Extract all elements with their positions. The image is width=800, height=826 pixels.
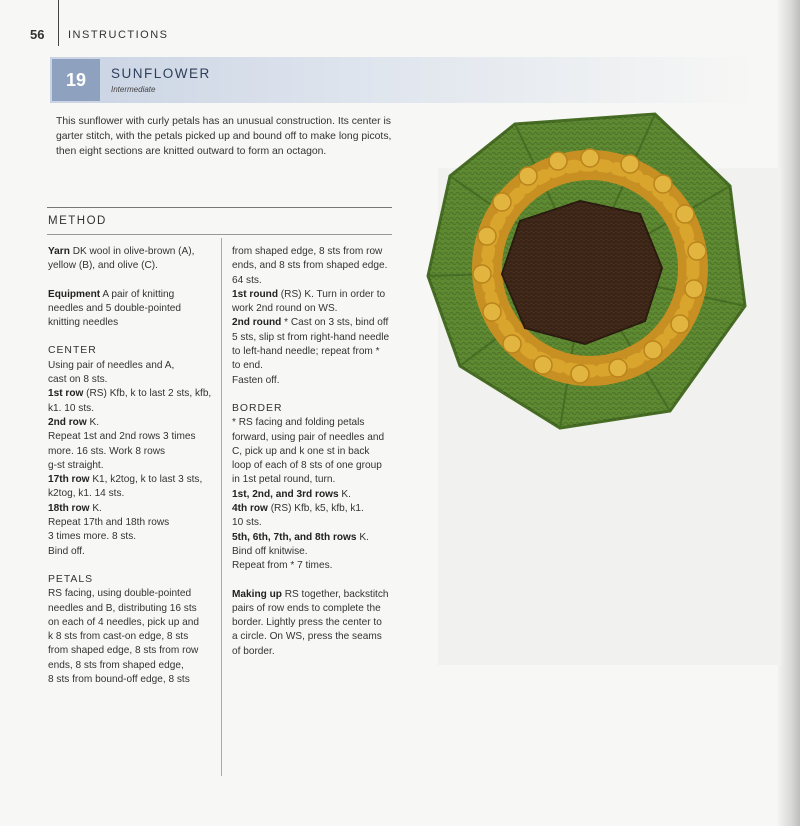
petals-line: Fasten off. — [232, 374, 280, 386]
intro-line: then eight sections are knitted outward to form an octagon. — [56, 146, 327, 157]
border-rows-5-8: 5th, 6th, 7th, and 8th rows K. — [232, 531, 369, 543]
equipment-line: knitting needles — [48, 317, 119, 329]
center-line: k2tog, k1. 14 sts. — [48, 488, 125, 500]
instructions-column-right — [232, 245, 392, 659]
center-line: Using pair of needles and A, — [48, 359, 175, 371]
section-title: INSTRUCTIONS — [68, 29, 169, 41]
petals-line: k 8 sts from cast-on edge, 8 sts — [48, 631, 189, 643]
equipment-line: Equipment A pair of knitting — [48, 288, 175, 300]
center-row-18: 18th row K. — [48, 502, 102, 514]
method-heading: METHOD — [48, 215, 107, 227]
petals-line: on each of 4 needles, pick up and — [48, 616, 199, 628]
pattern-number-badge: 19 — [52, 59, 100, 101]
center-heading: CENTER — [48, 345, 97, 357]
intro-line: garter stitch, with the petals picked up and bound off to make long picots, — [56, 131, 392, 142]
center-line: Repeat 17th and 18th rows — [48, 517, 170, 529]
border-line: C, pick up and k one st in back — [232, 445, 370, 457]
equipment-line: needles and 5 double-pointed — [48, 302, 182, 314]
page-number: 56 — [30, 27, 45, 42]
center-line: Repeat 1st and 2nd rows 3 times — [48, 431, 196, 443]
page-edge — [778, 0, 800, 826]
border-line: in 1st petal round, turn. — [232, 474, 336, 486]
border-line: Bind off knitwise. — [232, 545, 308, 557]
border-line: forward, using pair of needles and — [232, 431, 385, 443]
petals-line: from shaped edge, 8 sts from row — [232, 246, 383, 257]
header-divider — [58, 0, 59, 46]
border-row-4: 4th row (RS) Kfb, k5, kfb, k1. — [232, 503, 364, 515]
petals-line: needles and B, distributing 16 sts — [48, 602, 197, 614]
method-rule — [47, 207, 392, 208]
yarn-line: yellow (B), and olive (C). — [48, 260, 158, 272]
petals-round-1: 1st round (RS) K. Turn in order to — [232, 288, 386, 300]
making-up-line: a circle. On WS, press the seams — [232, 631, 382, 643]
border-line: loop of each of 8 sts of one group — [232, 460, 382, 472]
petals-line: RS facing, using double-pointed — [48, 588, 192, 600]
column-divider — [221, 238, 222, 776]
center-line: g-st straight. — [48, 459, 104, 471]
intro-paragraph — [56, 114, 396, 159]
yarn-label: Yarn — [48, 246, 70, 257]
center-row-1: 1st row (RS) Kfb, k to last 2 sts, kfb, — [48, 388, 212, 400]
making-up-line: pairs of row ends to complete the — [232, 602, 381, 614]
petals-line: 64 sts. — [232, 274, 262, 286]
petals-line: to end. — [232, 360, 263, 372]
method-rule — [47, 234, 392, 235]
yarn-line: Yarn DK wool in olive-brown (A), — [48, 246, 195, 257]
intro-line: This sunflower with curly petals has an unusual construction. Its center is — [56, 116, 391, 127]
instructions-column-left — [48, 245, 218, 687]
border-line: * RS facing and folding petals — [232, 417, 365, 429]
petals-heading: PETALS — [48, 573, 94, 585]
difficulty-level: Intermediate — [111, 85, 156, 94]
center-line: Bind off. — [48, 545, 85, 557]
border-heading: BORDER — [232, 402, 283, 414]
petals-line: 5 sts, slip st from right-hand needle — [232, 331, 390, 343]
petals-line: work 2nd round on WS. — [232, 303, 338, 315]
center-line: k1. 10 sts. — [48, 402, 95, 414]
petals-line: to left-hand needle; repeat from * — [232, 346, 380, 358]
sunflower-square-photo — [420, 106, 750, 436]
center-line: more. 16 sts. Work 8 rows — [48, 445, 166, 457]
center-line: 3 times more. 8 sts. — [48, 531, 137, 543]
border-rows-1-3: 1st, 2nd, and 3rd rows K. — [232, 488, 351, 500]
petals-line: ends, 8 sts from shaped edge, — [48, 659, 184, 671]
border-line: 10 sts. — [232, 517, 262, 529]
equipment-label: Equipment — [48, 288, 101, 300]
petals-round-2: 2nd round * Cast on 3 sts, bind off — [232, 317, 389, 329]
making-up-line: Making up RS together, backstitch — [232, 588, 389, 600]
border-line: Repeat from * 7 times. — [232, 560, 333, 572]
center-line: cast on 8 sts. — [48, 374, 108, 386]
center-row-17: 17th row K1, k2tog, k to last 3 sts, — [48, 474, 203, 486]
center-row-2: 2nd row K. — [48, 416, 100, 428]
making-up-line: border. Lightly press the center to — [232, 617, 382, 629]
petals-line: ends, and 8 sts from shaped edge. — [232, 260, 388, 272]
pattern-title: SUNFLOWER — [111, 66, 211, 81]
making-up-line: of border. — [232, 645, 275, 657]
petals-line: from shaped edge, 8 sts from row — [48, 645, 199, 657]
petals-line: 8 sts from bound-off edge, 8 sts — [48, 674, 190, 686]
